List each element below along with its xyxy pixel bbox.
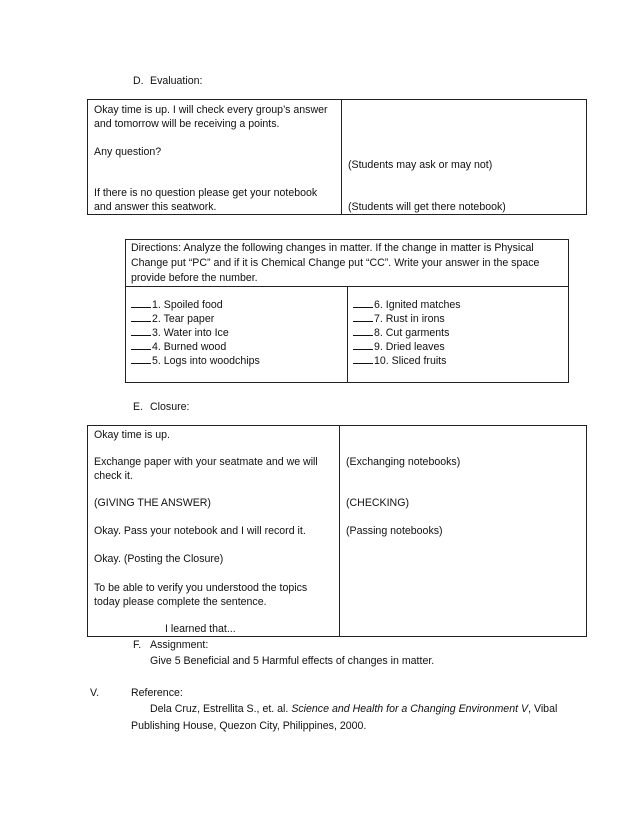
- reference-numeral: V.: [90, 687, 100, 699]
- seatwork-item-10: [353, 353, 446, 368]
- closure-teacher-line8: today please complete the sentence.: [94, 596, 267, 608]
- evaluation-teacher-line1: Okay time is up. I will check every group’s answer: [94, 104, 328, 116]
- seatwork-directions-line3: provide before the number.: [131, 272, 258, 284]
- evaluation-teacher-line2: and tomorrow will be receiving a points.: [94, 118, 280, 130]
- closure-teacher-line4: (GIVING THE ANSWER): [94, 497, 211, 509]
- evaluation-heading: [133, 74, 203, 88]
- closure-table-divider: [339, 426, 340, 636]
- closure-student-line3: (Passing notebooks): [346, 525, 443, 537]
- closure-heading-letter: E.: [133, 401, 144, 413]
- reference-citation-line1: [150, 702, 557, 716]
- seatwork-item-text: 3. Water into Ice: [152, 327, 229, 339]
- closure-teacher-line6: Okay. (Posting the Closure): [94, 553, 224, 565]
- closure-teacher-line1: Okay time is up.: [94, 429, 170, 441]
- seatwork-item-4: [131, 339, 226, 354]
- seatwork-item-text: 6. Ignited matches: [374, 299, 461, 311]
- closure-teacher-line3: check it.: [94, 470, 133, 482]
- seatwork-item-2: [131, 311, 214, 326]
- evaluation-student-line1: (Students may ask or may not): [348, 159, 493, 171]
- answer-blank[interactable]: [131, 339, 151, 350]
- reference-publisher-start: , Vibal: [528, 703, 558, 715]
- seatwork-item-text: 10. Sliced fruits: [374, 355, 447, 367]
- reference-authors: Dela Cruz, Estrellita S., et. al.: [150, 703, 292, 715]
- seatwork-item-7: [353, 311, 445, 326]
- reference-book-title: Science and Health for a Changing Environment V: [291, 703, 529, 715]
- seatwork-item-6: [353, 297, 461, 312]
- answer-blank[interactable]: [131, 297, 151, 308]
- closure-table: [87, 425, 587, 637]
- reference-heading-title: Reference:: [131, 687, 183, 699]
- seatwork-item-text: 5. Logs into woodchips: [152, 355, 260, 367]
- evaluation-heading-letter: D.: [133, 75, 144, 87]
- answer-blank[interactable]: [131, 311, 151, 322]
- evaluation-table: [87, 99, 587, 215]
- answer-blank[interactable]: [353, 325, 373, 336]
- answer-blank[interactable]: [353, 297, 373, 308]
- evaluation-table-divider: [341, 100, 342, 214]
- seatwork-item-3: [131, 325, 229, 340]
- seatwork-item-1: [131, 297, 223, 312]
- assignment-heading-letter: F.: [133, 639, 142, 651]
- evaluation-teacher-line5: and answer this seatwork.: [94, 201, 217, 213]
- seatwork-item-text: 4. Burned wood: [152, 341, 227, 353]
- closure-student-line1: (Exchanging notebooks): [346, 456, 461, 468]
- seatwork-item-5: [131, 353, 260, 368]
- assignment-heading: [133, 638, 209, 652]
- seatwork-item-text: 2. Tear paper: [152, 313, 215, 325]
- seatwork-directions-line1: Directions: Analyze the following changes in matter. If the change in matter is Physical: [131, 242, 534, 254]
- seatwork-item-9: [353, 339, 445, 354]
- closure-teacher-line7: To be able to verify you understood the topics: [94, 582, 308, 594]
- evaluation-teacher-line4: If there is no question please get your notebook: [94, 187, 318, 199]
- evaluation-heading-title: Evaluation:: [150, 75, 203, 87]
- assignment-heading-title: Assignment:: [150, 639, 209, 651]
- answer-blank[interactable]: [353, 339, 373, 350]
- answer-blank[interactable]: [131, 325, 151, 336]
- answer-blank[interactable]: [353, 353, 373, 364]
- seatwork-item-text: 1. Spoiled food: [152, 299, 223, 311]
- closure-heading-title: Closure:: [150, 401, 190, 413]
- reference-citation-line2: Publishing House, Quezon City, Philippines, 2000.: [131, 720, 367, 732]
- closure-student-line2: (CHECKING): [346, 497, 409, 509]
- answer-blank[interactable]: [353, 311, 373, 322]
- seatwork-directions-line2: Change put “PC” and if it is Chemical Change put “CC”. Write your answer in the space: [131, 257, 540, 269]
- answer-blank[interactable]: [131, 353, 151, 364]
- closure-teacher-line9: I learned that...: [165, 623, 236, 635]
- closure-heading: [133, 400, 190, 414]
- assignment-text: Give 5 Beneficial and 5 Harmful effects of changes in matter.: [150, 655, 435, 667]
- seatwork-item-text: 8. Cut garments: [374, 327, 450, 339]
- seatwork-item-text: 7. Rust in irons: [374, 313, 445, 325]
- evaluation-student-line2: (Students will get there notebook): [348, 201, 506, 213]
- seatwork-item-text: 9. Dried leaves: [374, 341, 445, 353]
- seatwork-column-divider: [347, 286, 348, 382]
- closure-teacher-line5: Okay. Pass your notebook and I will record it.: [94, 525, 306, 537]
- seatwork-item-8: [353, 325, 449, 340]
- seatwork-table: [125, 239, 569, 383]
- closure-teacher-line2: Exchange paper with your seatmate and we will: [94, 456, 318, 468]
- evaluation-teacher-line3: Any question?: [94, 146, 162, 158]
